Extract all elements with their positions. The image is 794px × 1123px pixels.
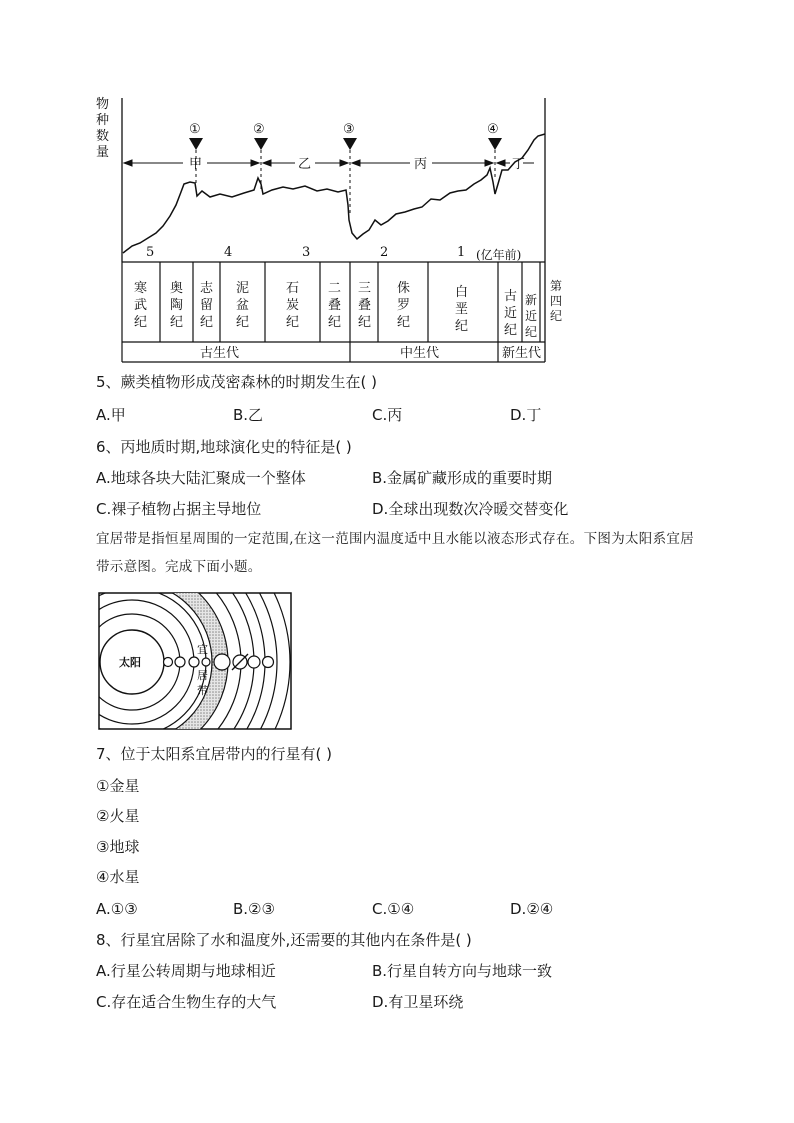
period-char: 纪 xyxy=(397,315,411,330)
period-char: 罗 xyxy=(397,298,411,313)
period-char: 第 xyxy=(550,279,563,293)
sun-label: 太阳 xyxy=(119,656,141,669)
era-label: 古生代 xyxy=(200,346,240,361)
period-char: 留 xyxy=(200,298,214,313)
era-label: 中生代 xyxy=(400,346,440,361)
option[interactable]: B.②③ xyxy=(233,900,275,918)
question-6-stem: 6、丙地质时期,地球演化史的特征是( ) xyxy=(96,438,352,456)
option[interactable]: B.乙 xyxy=(233,406,264,424)
marker-3 xyxy=(343,122,357,150)
zone-label-char: 宜 xyxy=(197,643,208,656)
species-chart xyxy=(0,0,794,370)
y-label-char: 物 xyxy=(96,97,110,112)
option[interactable]: B.金属矿藏形成的重要时期 xyxy=(372,469,553,487)
period-char: 四 xyxy=(550,294,563,308)
svg-text:②: ② xyxy=(253,122,265,137)
interval-arrows xyxy=(124,160,534,166)
interval-label: 丙 xyxy=(414,157,428,172)
axis-unit: (亿年前) xyxy=(476,248,522,262)
period-char: 垩 xyxy=(455,302,469,317)
marker-1 xyxy=(189,122,203,150)
interval-label: 乙 xyxy=(298,157,312,172)
option[interactable]: C.①④ xyxy=(372,900,415,918)
zone-label-char: 居 xyxy=(197,669,208,682)
svg-text:④: ④ xyxy=(487,122,499,137)
period-char: 盆 xyxy=(236,298,250,313)
statement-item: ③地球 xyxy=(96,838,140,856)
option[interactable]: C.存在适合生物生存的大气 xyxy=(96,993,277,1011)
period-char: 纪 xyxy=(504,323,518,338)
svg-text:①: ① xyxy=(189,122,201,137)
y-label-char: 数 xyxy=(96,129,110,144)
period-char: 二 xyxy=(328,281,342,296)
svg-text:③: ③ xyxy=(343,122,355,137)
axis-tick: 5 xyxy=(146,245,155,260)
axis-tick: 4 xyxy=(224,245,233,260)
statement-item: ④水星 xyxy=(96,868,140,886)
option[interactable]: D.②④ xyxy=(510,900,554,918)
species-curve xyxy=(123,134,545,253)
period-char: 炭 xyxy=(286,298,300,313)
planet-mercury xyxy=(164,658,173,667)
period-char: 近 xyxy=(525,309,538,323)
period-char: 纪 xyxy=(525,325,538,339)
dashed-guides xyxy=(196,150,495,215)
option[interactable]: D.全球出现数次冷暖交替变化 xyxy=(372,500,569,518)
period-char: 纪 xyxy=(200,315,214,330)
marker-2 xyxy=(253,122,268,150)
habitable-zone-diagram xyxy=(98,592,292,730)
axis-tick: 3 xyxy=(302,245,311,260)
period-char: 纪 xyxy=(455,319,469,334)
planet-uranus xyxy=(248,656,260,668)
statement-item: ②火星 xyxy=(96,807,140,825)
period-char: 石 xyxy=(286,281,300,296)
option[interactable]: A.①③ xyxy=(96,900,138,918)
planet-jupiter xyxy=(214,654,230,670)
period-char: 叠 xyxy=(328,298,342,313)
period-char: 志 xyxy=(200,281,214,296)
zone-label-char: 带 xyxy=(197,684,208,697)
period-char: 叠 xyxy=(358,298,372,313)
y-label-char: 种 xyxy=(96,113,110,128)
option[interactable]: A.行星公转周期与地球相近 xyxy=(96,962,276,980)
period-char: 古 xyxy=(504,289,518,304)
period-char: 陶 xyxy=(170,298,184,313)
planet-mars xyxy=(202,658,210,666)
axis-tick: 1 xyxy=(457,245,466,260)
period-char: 三 xyxy=(358,281,372,296)
period-char: 寒 xyxy=(134,281,148,296)
axis-tick: 2 xyxy=(380,245,389,260)
option[interactable]: C.丙 xyxy=(372,406,403,424)
option[interactable]: D.丁 xyxy=(510,406,542,424)
period-char: 纪 xyxy=(286,315,300,330)
question-5-stem: 5、蕨类植物形成茂密森林的时期发生在( ) xyxy=(96,373,378,391)
option[interactable]: C.裸子植物占据主导地位 xyxy=(96,500,262,518)
question-7-stem: 7、位于太阳系宜居带内的行星有( ) xyxy=(96,745,333,763)
marker-4 xyxy=(487,122,502,150)
planet-earth xyxy=(189,657,199,667)
question-8-stem: 8、行星宜居除了水和温度外,还需要的其他内在条件是( ) xyxy=(96,931,472,949)
period-char: 纪 xyxy=(550,309,563,323)
planet-venus xyxy=(175,657,185,667)
period-char: 纪 xyxy=(236,315,250,330)
interval-label: 甲 xyxy=(189,157,203,172)
option[interactable]: A.地球各块大陆汇聚成一个整体 xyxy=(96,469,306,487)
period-char: 纪 xyxy=(328,315,342,330)
period-char: 纪 xyxy=(134,315,148,330)
period-char: 奥 xyxy=(170,281,184,296)
statement-item: ①金星 xyxy=(96,777,140,795)
period-char: 纪 xyxy=(358,315,372,330)
period-char: 武 xyxy=(134,298,148,313)
era-label: 新生代 xyxy=(502,346,542,361)
option[interactable]: A.甲 xyxy=(96,406,126,424)
period-char: 侏 xyxy=(397,281,411,296)
planet-neptune xyxy=(263,657,274,668)
period-char: 纪 xyxy=(170,315,184,330)
period-char: 新 xyxy=(525,293,538,307)
period-char: 近 xyxy=(504,306,518,321)
interval-label: 丁 xyxy=(512,157,526,172)
passage: 宜居带是指恒星周围的一定范围,在这一范围内温度适中且水能以液态形式存在。下图为太阳系宜居带示意图。完成下面小题。 xyxy=(96,531,694,575)
period-char: 白 xyxy=(455,285,469,300)
period-char: 泥 xyxy=(236,281,250,296)
y-label-char: 量 xyxy=(96,145,110,160)
option[interactable]: B.行星自转方向与地球一致 xyxy=(372,962,553,980)
option[interactable]: D.有卫星环绕 xyxy=(372,993,464,1011)
